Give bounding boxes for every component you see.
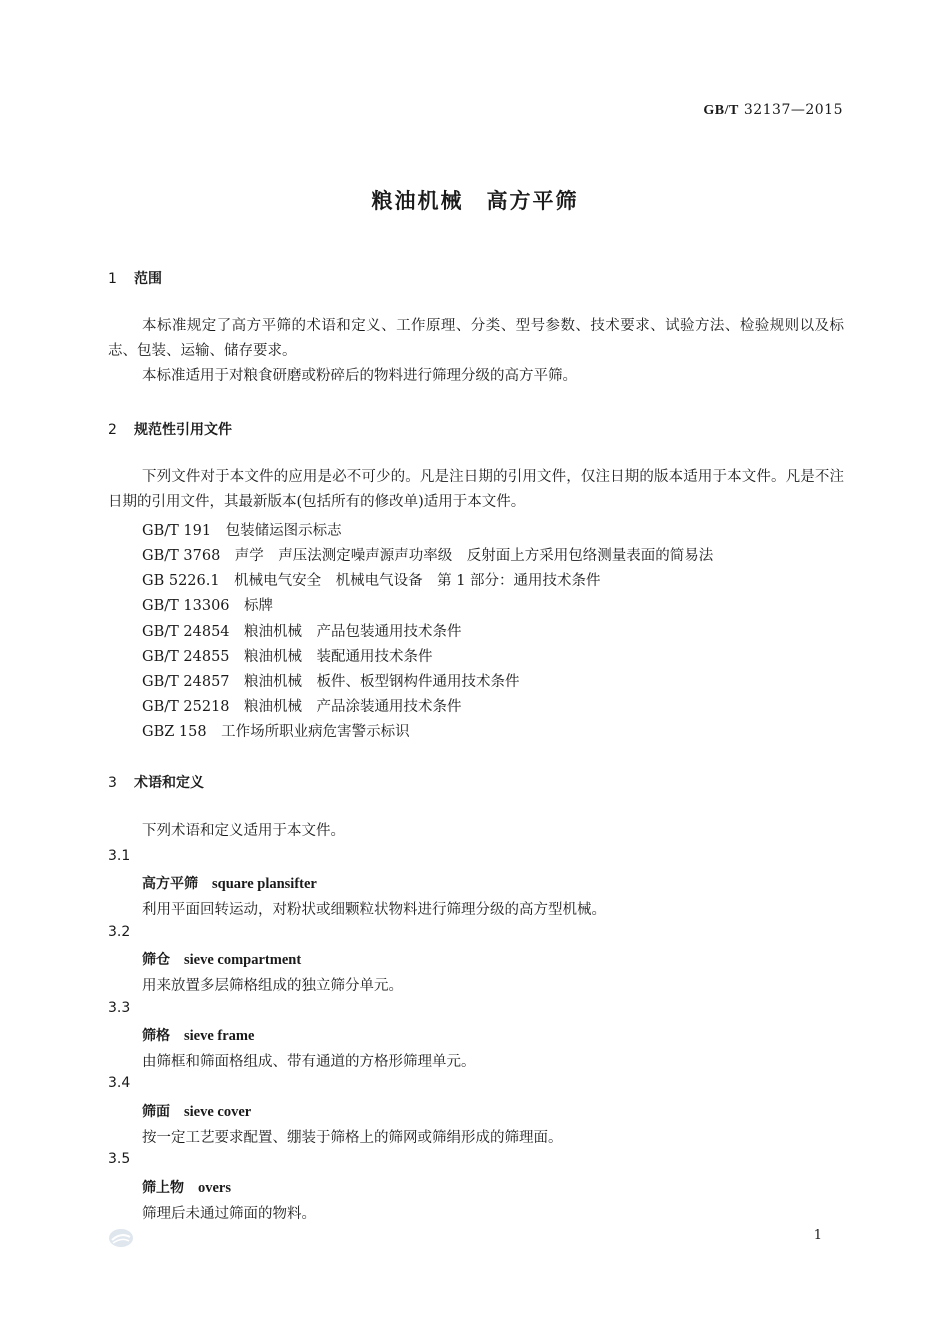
section-heading-2 <box>108 419 232 439</box>
paragraph: 本标准规定了高方平筛的术语和定义、工作原理、分类、型号参数、技术要求、试验方法、检验规则以及标志、包装、运输、储存要求。 <box>108 318 844 359</box>
term-name <box>142 1101 251 1121</box>
reference-item: GB/T 191 包装储运图示标志 <box>142 523 342 539</box>
term-definition: 按一定工艺要求配置、绷装于筛格上的筛网或筛绢形成的筛理面。 <box>142 1130 563 1146</box>
standard-code-prefix: GB/T <box>703 103 739 118</box>
reference-item: GBZ 158 工作场所职业病危害警示标识 <box>142 724 410 740</box>
term-definition: 利用平面回转运动，对粉状或细颗粒状物料进行筛理分级的高方型机械。 <box>142 902 606 918</box>
term-definition: 用来放置多层筛格组成的独立筛分单元。 <box>142 978 403 994</box>
term-en: sieve cover <box>184 1104 252 1120</box>
term-definition: 由筛框和筛面格组成、带有通道的方格形筛理单元。 <box>142 1054 476 1070</box>
page-number: 1 <box>813 1228 822 1243</box>
section-title: 规范性引用文件 <box>134 422 232 438</box>
reference-item: GB 5226.1 机械电气安全 机械电气设备 第 1 部分：通用技术条件 <box>142 573 601 589</box>
section-number: 3 <box>108 775 117 791</box>
term-name <box>142 1177 231 1197</box>
section-title: 术语和定义 <box>134 775 204 791</box>
document-title: 粮油机械 高方平筛 <box>371 189 579 213</box>
term-definition: 筛理后未通过筛面的物料。 <box>142 1206 316 1222</box>
term-en: overs <box>198 1180 232 1196</box>
reference-item: GB/T 25218 粮油机械 产品涂装通用技术条件 <box>142 699 462 715</box>
term-zh: 筛面 <box>142 1104 170 1120</box>
term-zh: 筛上物 <box>142 1180 184 1196</box>
term-zh: 筛仓 <box>142 952 170 968</box>
reference-item: GB/T 3768 声学 声压法测定噪声源声功率级 反射面上方采用包络测量表面的简易法 <box>142 548 714 564</box>
standard-code <box>703 102 843 119</box>
term-name <box>142 873 317 893</box>
paragraph: 下列术语和定义适用于本文件。 <box>142 823 345 839</box>
term-en: sieve compartment <box>184 952 302 968</box>
term-number: 3.1 <box>108 848 131 864</box>
term-en: square plansifter <box>212 876 317 892</box>
term-zh: 高方平筛 <box>142 876 198 892</box>
standard-code-number: 32137—2015 <box>743 102 843 118</box>
term-zh: 筛格 <box>142 1028 170 1044</box>
reference-item: GB/T 24854 粮油机械 产品包装通用技术条件 <box>142 624 462 640</box>
section-number: 1 <box>108 271 117 287</box>
reference-item: GB/T 13306 标牌 <box>142 598 274 614</box>
paragraph: 下列文件对于本文件的应用是必不可少的。凡是注日期的引用文件，仅注日期的版本适用于本文件。凡是不注日期的引用文件，其最新版本(包括所有的修改单)适用于本文件。 <box>108 469 844 510</box>
section-title: 范围 <box>134 271 162 287</box>
paragraph: 本标准适用于对粮食研磨或粉碎后的物料进行筛理分级的高方平筛。 <box>142 368 577 384</box>
term-name <box>142 949 301 969</box>
section-heading-3 <box>108 772 204 792</box>
section-heading-1 <box>108 268 162 288</box>
sac-logo-icon <box>108 1228 134 1248</box>
term-name <box>142 1025 254 1045</box>
reference-item: GB/T 24857 粮油机械 板件、板型钢构件通用技术条件 <box>142 674 520 690</box>
term-number: 3.2 <box>108 924 131 940</box>
term-number: 3.4 <box>108 1075 131 1091</box>
section-number: 2 <box>108 422 117 438</box>
term-number: 3.3 <box>108 1000 131 1016</box>
term-number: 3.5 <box>108 1151 131 1167</box>
term-en: sieve frame <box>184 1028 255 1044</box>
reference-item: GB/T 24855 粮油机械 装配通用技术条件 <box>142 649 433 665</box>
